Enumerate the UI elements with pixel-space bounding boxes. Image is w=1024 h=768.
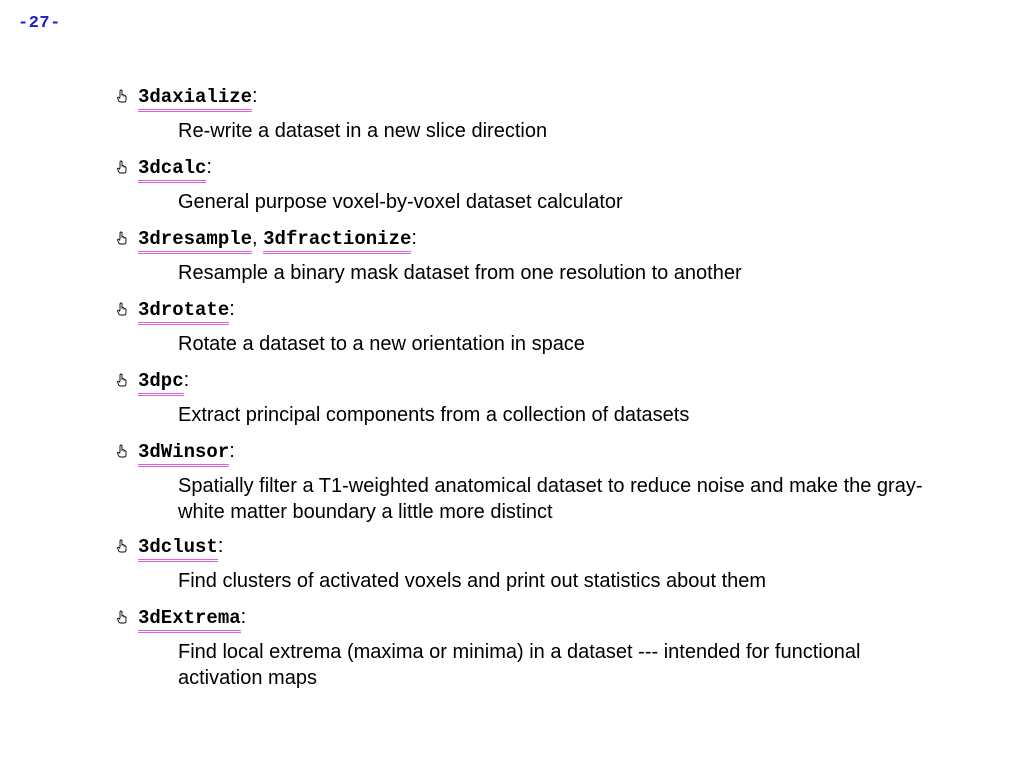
pointing-hand-icon	[116, 89, 128, 103]
program-description: Spatially filter a T1-weighted anatomical dataset to reduce noise and make the gray-white matter boundary a little more distinct	[178, 475, 923, 523]
program-link-3daxialize[interactable]: 3daxialize	[138, 86, 252, 112]
colon: :	[206, 156, 212, 178]
list-item-3daxialize	[116, 84, 996, 144]
list-item-3dextrema	[116, 605, 996, 691]
page-number: -27-	[18, 14, 61, 33]
program-link-3dcalc[interactable]: 3dcalc	[138, 157, 206, 183]
program-description: Resample a binary mask dataset from one resolution to another	[178, 262, 742, 284]
colon: :	[229, 298, 235, 320]
program-title	[138, 226, 996, 252]
name-separator: ,	[252, 227, 264, 249]
program-title	[138, 534, 996, 560]
list-item-3drotate	[116, 297, 996, 357]
pointing-hand-icon	[116, 231, 128, 245]
program-title	[138, 439, 996, 465]
list-item-3dclust	[116, 534, 996, 594]
program-description: General purpose voxel-by-voxel dataset calculator	[178, 191, 623, 213]
colon: :	[240, 606, 247, 628]
program-link-3dresample[interactable]: 3dresample	[138, 228, 252, 254]
program-description: Find clusters of activated voxels and print out statistics about them	[178, 570, 767, 592]
program-title	[138, 297, 996, 323]
pointing-hand-icon	[116, 610, 128, 624]
colon: :	[183, 369, 190, 391]
colon: :	[217, 535, 224, 557]
program-title	[138, 368, 996, 394]
program-description: Rotate a dataset to a new orientation in space	[178, 333, 585, 355]
pointing-hand-icon	[116, 373, 128, 387]
list-item-3dresample	[116, 226, 996, 286]
program-link-3dclust[interactable]: 3dclust	[138, 536, 218, 562]
pointing-hand-icon	[116, 302, 128, 316]
program-title	[138, 84, 996, 110]
program-description: Extract principal components from a collection of datasets	[178, 404, 690, 426]
program-link-3dpc[interactable]: 3dpc	[138, 370, 184, 396]
program-description: Re-write a dataset in a new slice direction	[178, 120, 548, 142]
program-list	[116, 84, 996, 700]
colon: :	[411, 227, 417, 249]
program-title	[138, 155, 996, 181]
program-link-3drotate[interactable]: 3drotate	[138, 299, 229, 325]
pointing-hand-icon	[116, 444, 128, 458]
pointing-hand-icon	[116, 539, 128, 553]
colon: :	[229, 440, 235, 462]
list-item-3dcalc	[116, 155, 996, 215]
pointing-hand-icon	[116, 160, 128, 174]
colon: :	[252, 85, 258, 107]
program-title	[138, 605, 996, 631]
program-link-3dfractionize[interactable]: 3dfractionize	[263, 228, 411, 254]
program-link-3dextrema[interactable]: 3dExtrema	[138, 607, 241, 633]
list-item-3dwinsor	[116, 439, 996, 525]
program-link-3dwinsor[interactable]: 3dWinsor	[138, 441, 229, 467]
program-description: Find local extrema (maxima or minima) in a dataset --- intended for functional activation maps	[178, 641, 861, 689]
list-item-3dpc	[116, 368, 996, 428]
